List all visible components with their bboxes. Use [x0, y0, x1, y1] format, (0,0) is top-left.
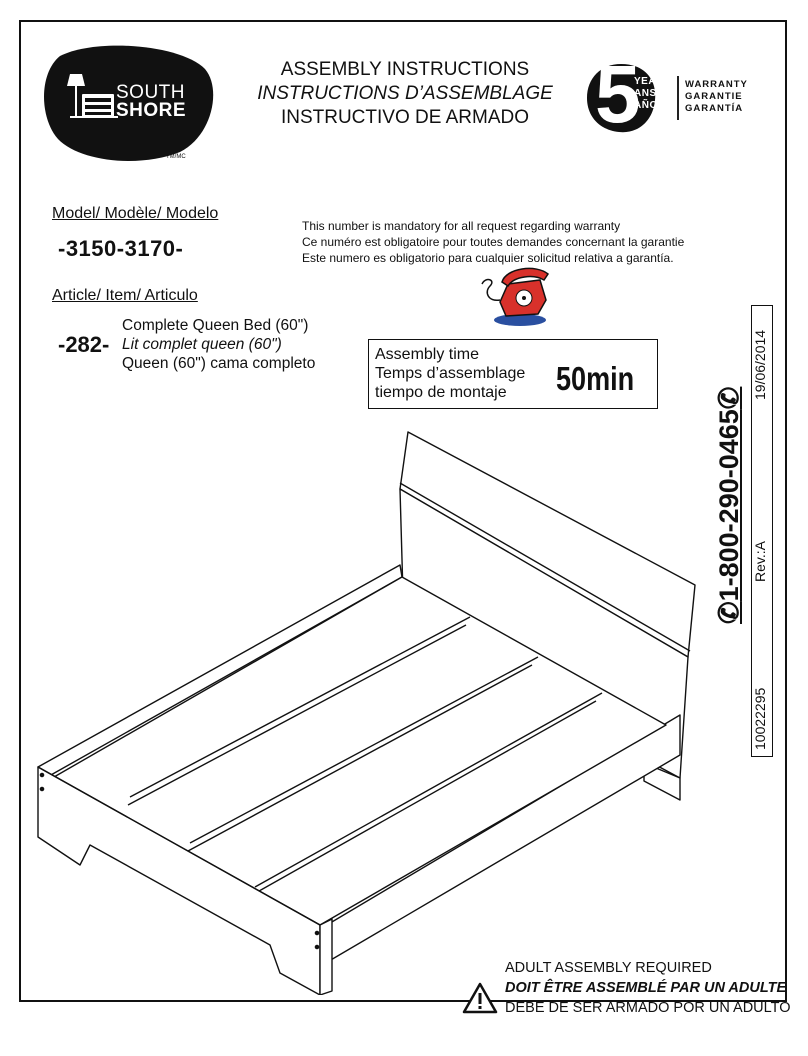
- revision-date: 19/06/2014: [752, 329, 768, 400]
- warranty-word-fr: GARANTIE: [685, 91, 743, 102]
- warranty-words: [685, 79, 748, 115]
- desc-es: Queen (60") cama completo: [122, 355, 316, 372]
- article-label: Article/ Item/ Articulo: [52, 287, 198, 304]
- note-es: Este numero es obligatorio para cualquier solicitud relativa a garantía.: [302, 251, 674, 265]
- model-label: Model/ Modèle/ Modelo: [52, 205, 219, 222]
- warranty-divider: [677, 76, 679, 120]
- desc-en: Complete Queen Bed (60"): [122, 317, 309, 334]
- warranty-word-es: GARANTÍA: [685, 103, 744, 114]
- brand-name: [116, 84, 186, 120]
- trademark: TM/MC: [166, 154, 186, 160]
- mandatory-note: [302, 218, 684, 266]
- warranty-years-number: 5: [595, 49, 641, 140]
- assembly-time-value: 50min: [556, 360, 635, 397]
- adult-assembly-notice: [505, 958, 791, 1018]
- bed-illustration: [30, 425, 710, 995]
- title-en: ASSEMBLY INSTRUCTIONS: [280, 59, 530, 80]
- note-fr: Ce numéro est obligatoire pour toutes demandes concernant la garantie: [302, 235, 685, 249]
- warranty-years-words: [634, 76, 671, 112]
- title-fr: INSTRUCTIONS D’ASSEMBLAGE: [257, 83, 553, 104]
- title-es: INSTRUCTIVO DE ARMADO: [280, 107, 530, 128]
- document-code: 10022295: [752, 687, 768, 750]
- warning-triangle-icon: [462, 982, 498, 1014]
- time-label-es: tiempo de montaje: [375, 384, 507, 401]
- phone-handset-icon: ✆: [714, 601, 744, 624]
- article-description: [122, 316, 315, 373]
- document-title: [250, 58, 560, 130]
- note-en: This number is mandatory for all request regarding warranty: [302, 219, 621, 233]
- adult-notice-fr: DOIT ÊTRE ASSEMBLÉ PAR UN ADULTE: [505, 980, 787, 996]
- adult-notice-en: ADULT ASSEMBLY REQUIRED: [505, 960, 712, 976]
- years-word-fr: ANS: [634, 88, 657, 99]
- phone-handset-icon: ✆: [714, 386, 744, 410]
- telephone-icon: [478, 262, 558, 332]
- brand-name-line1: SOUTH: [116, 82, 185, 103]
- time-label-fr: Temps d’assemblage: [375, 365, 526, 382]
- support-phone-number: 1-800-290-0465: [714, 409, 744, 602]
- model-number: -3150-3170-: [58, 236, 184, 261]
- assembly-time-labels: [375, 345, 525, 402]
- brand-name-line2: SHORE: [116, 100, 187, 121]
- article-number: -282-: [58, 332, 110, 357]
- years-word-en: YEARS: [634, 76, 671, 87]
- revision-label: Rev.:A: [752, 541, 768, 582]
- support-phone: [714, 387, 745, 624]
- time-label-en: Assembly time: [375, 346, 480, 363]
- adult-notice-es: DEBE DE SER ARMADO POR UN ADULTO: [505, 1000, 791, 1016]
- years-word-es: AÑOS: [634, 100, 665, 111]
- warranty-word-en: WARRANTY: [685, 79, 748, 90]
- desc-fr: Lit complet queen (60"): [122, 336, 282, 353]
